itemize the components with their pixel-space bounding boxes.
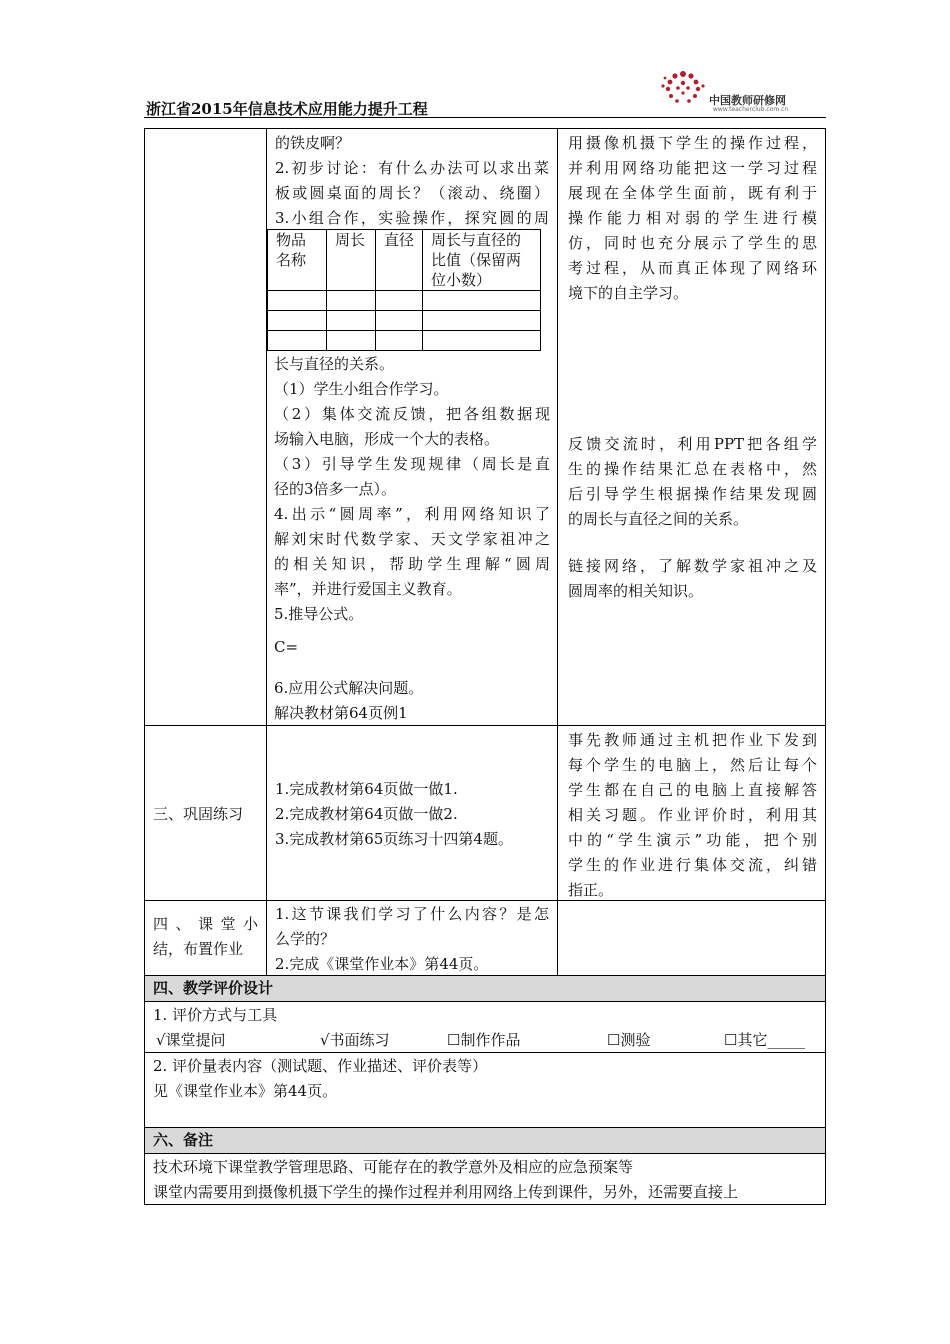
explore-line: 解决教材第64页例1 [274,704,408,722]
table-row [268,311,541,331]
explore-line: 5.推导公式。 [274,605,364,623]
explore-line: 的相关知识，帮助学生理解“圆周 [274,555,550,573]
option-written-exercise: √书面练习 [320,1031,390,1049]
practice-label-cell [144,725,267,901]
summary-label: 结，布置作业 [153,940,244,958]
logo-text: 中国教师研修网 [709,94,786,107]
option-test: ☐测验 [607,1031,651,1049]
note-line: 事先教师通过主机把作业下发到 [568,731,817,749]
explore-line: （3）引导学生发现规律（周长是直 [274,455,550,473]
practice-item: 2.完成教材第64页做一做2. [275,805,458,823]
note-line: 生的操作结果汇总在表格中，然 [568,460,817,478]
option-class-question: √课堂提问 [156,1031,226,1049]
explore-line: 6.应用公式解决问题。 [274,679,424,697]
note-line: 学生的作业进行集体交流，纠错 [568,856,817,874]
note-line: 后引导学生根据操作结果发现圆 [568,485,817,503]
practice-item: 3.完成教材第65页练习十四第4题。 [275,830,513,848]
note-line: 操作能力相对弱的学生进行模 [568,209,817,227]
explore-line: 板或圆桌面的周长？（滚动、绕圈） [275,184,549,202]
notes-line: 课堂内需要用到摄像机摄下学生的操作过程并利用网络上传到课件，另外，还需要直接上 [153,1183,739,1201]
practice-label: 三、巩固练习 [153,805,244,823]
explore-note-cell [557,128,826,726]
summary-item: 1.这节课我们学习了什么内容？是怎 [275,905,549,923]
summary-label-cell [144,900,267,976]
note-line: 的周长与直径之间的关系。 [568,510,749,528]
note-line: 中的“学生演示”功能，把个别 [568,831,817,849]
evaluation-heading: 四、教学评价设计 [144,975,826,1002]
summary-item: 么学的？ [275,930,336,948]
formula: C= [274,638,299,656]
note-line: 用摄像机摄下学生的操作过程， [568,134,817,152]
practice-note-cell [557,725,826,901]
notes-content-cell [144,1153,826,1205]
teacherclub-logo [655,66,825,112]
summary-label: 四、课堂小 [153,915,258,933]
evaluation-method-cell [144,1001,826,1053]
notes-heading: 六、备注 [144,1127,826,1154]
note-line: 链接网络，了解数学家祖冲之及 [568,557,817,575]
note-line: 考过程，从而真正体现了网络环 [568,259,817,277]
notes-line: 技术环境下课堂教学管理思路、可能存在的教学意外及相应的应急预案等 [153,1158,634,1176]
logo-url: www.teacherclub.com.cn [713,106,789,113]
summary-content-cell [266,900,558,976]
evaluation-method-title: 1. 评价方式与工具 [153,1006,278,1024]
table-header-item-name: 物品名称 [268,230,327,291]
table-row [268,291,541,311]
evaluation-scale-cell [144,1052,826,1128]
note-line: 每个学生的电脑上，然后让每个 [568,756,817,774]
explore-line: 4.出示“圆周率”，利用网络知识了 [274,505,550,523]
note-line: 相关习题。作业评价时，利用其 [568,806,817,824]
explore-line: 率”，并进行爱国主义教育。 [274,580,462,598]
table-header-ratio: 周长与直径的比值（保留两位小数） [423,230,541,291]
explore-line: 3.小组合作，实验操作，探究圆的周 [275,209,549,227]
explore-line: 2.初步讨论：有什么办法可以求出菜 [275,159,549,177]
note-line: 仿，同时也充分展示了学生的思 [568,234,817,252]
note-line: 展现在全体学生面前，既有利于 [568,184,817,202]
table-header-diameter: 直径 [376,230,423,291]
note-line: 学生都在自己的电脑上直接解答 [568,781,817,799]
logo-flower-icon [655,66,711,112]
evaluation-scale-content: 见《课堂作业本》第44页。 [153,1082,338,1100]
page-header-title: 浙江省2015年信息技术应用能力提升工程 [146,100,428,118]
explore-line: （2）集体交流反馈，把各组数据现 [274,405,550,423]
summary-note-cell [557,900,826,976]
explore-line: 场输入电脑，形成一个大的表格。 [274,430,500,448]
practice-item: 1.完成教材第64页做一做1. [275,780,458,798]
explore-line: 径的3倍多一点）。 [274,480,397,498]
summary-item: 2.完成《课堂作业本》第44页。 [275,955,489,973]
note-line: 并利用网络功能把这一学习过程 [568,159,817,177]
explore-label-cell [144,128,267,726]
note-line: 指正。 [568,881,614,899]
explore-line: 长与直径的关系。 [274,355,395,373]
explore-line: （1）学生小组合作学习。 [274,380,449,398]
explore-line: 解刘宋时代数学家、天文学家祖冲之 [274,530,550,548]
evaluation-scale-title: 2. 评价量表内容（测试题、作业描述、评价表等） [153,1057,488,1075]
explore-steps [266,352,558,726]
note-line: 境下的自主学习。 [568,284,689,302]
experiment-record-table [267,229,541,351]
option-making-work: ☐制作作品 [447,1031,521,1049]
note-line: 反馈交流时，利用PPT把各组学 [568,435,817,453]
practice-content-cell [266,725,558,901]
option-other: ☐其它_____ [724,1031,805,1049]
header-rule [144,117,826,118]
table-row [268,331,541,351]
note-line: 圆周率的相关知识。 [568,582,704,600]
table-header-circumference: 周长 [327,230,376,291]
explore-line: 的铁皮啊？ [275,134,351,152]
